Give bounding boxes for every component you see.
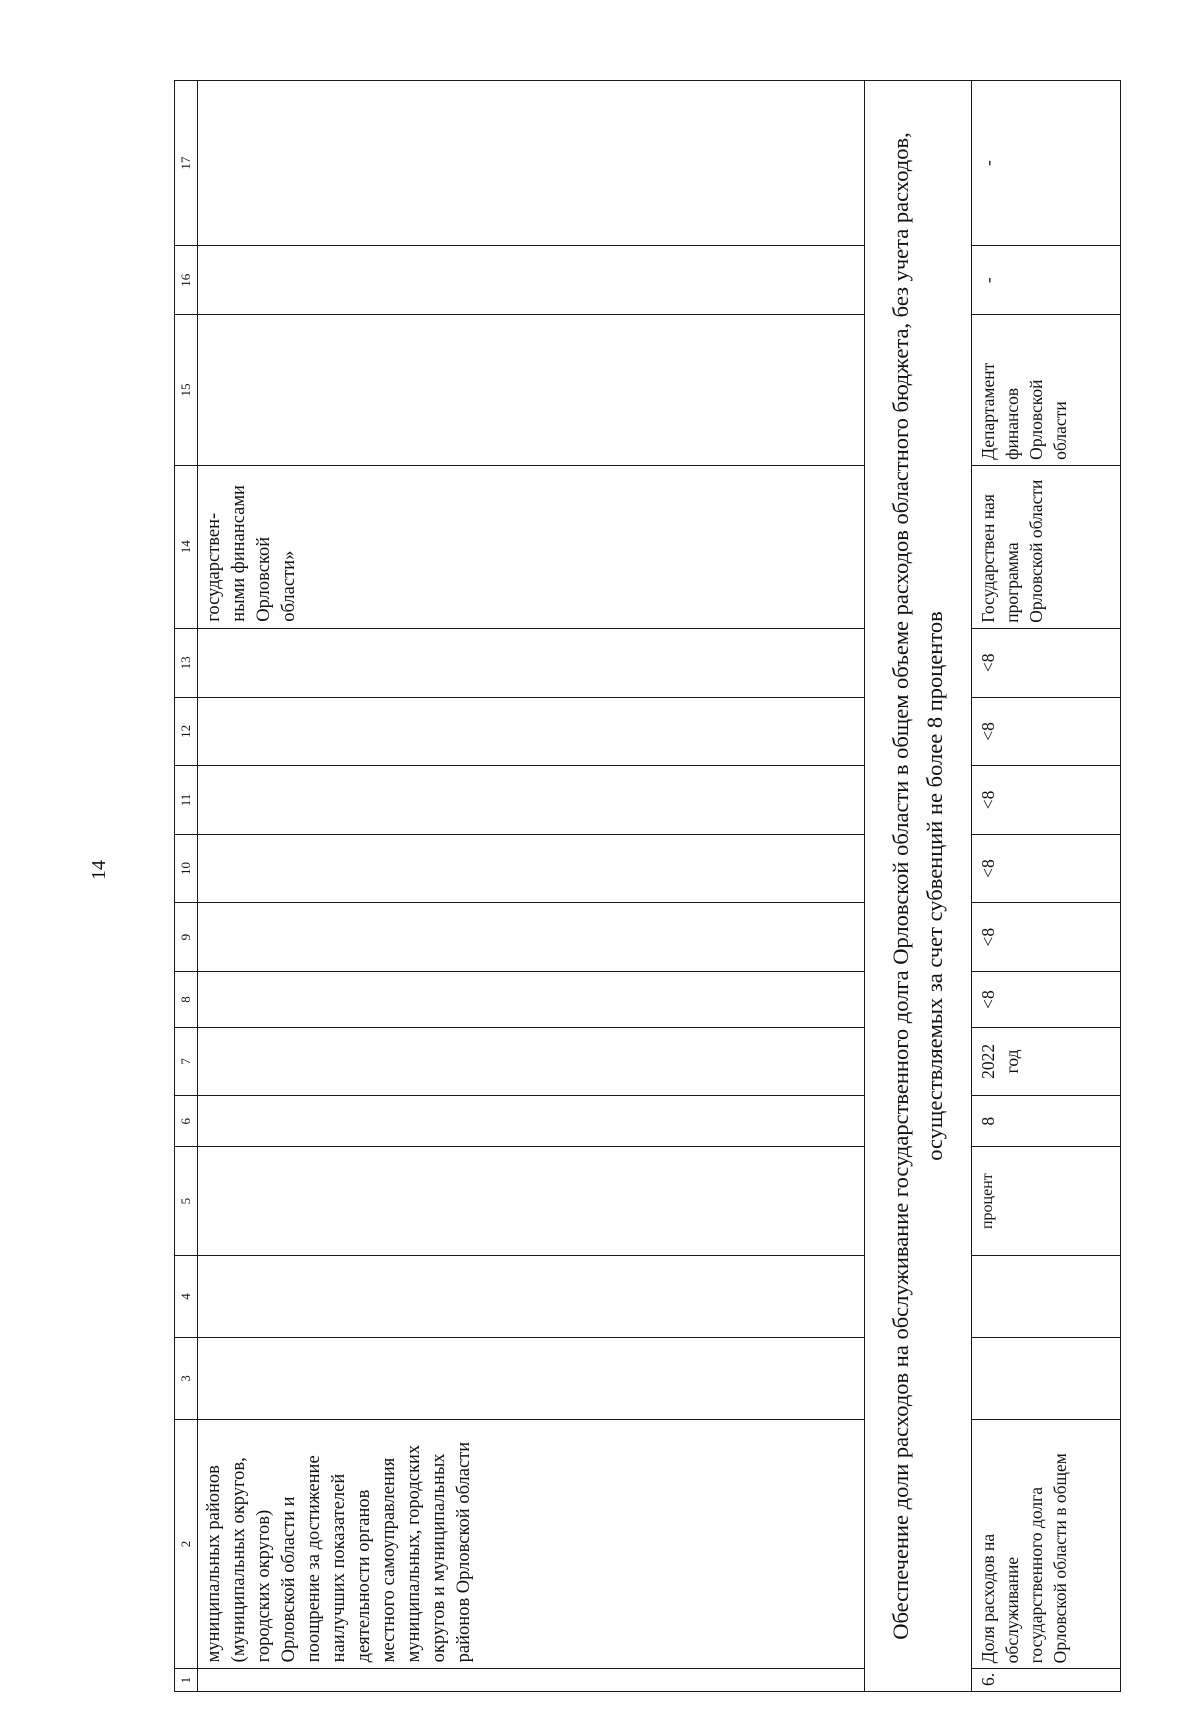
header-cell: 14 bbox=[175, 465, 198, 628]
table-cell: - bbox=[972, 81, 1121, 246]
table-row bbox=[972, 81, 1121, 1692]
table-cell bbox=[198, 1147, 865, 1255]
header-cell: 10 bbox=[175, 835, 198, 903]
table-cell bbox=[972, 1338, 1121, 1419]
table-cell bbox=[198, 1255, 865, 1338]
header-row bbox=[175, 81, 198, 1692]
table-cell bbox=[198, 628, 865, 697]
table-cell bbox=[198, 1669, 865, 1692]
header-cell: 8 bbox=[175, 972, 198, 1028]
table-cell bbox=[198, 1095, 865, 1147]
header-cell: 3 bbox=[175, 1338, 198, 1419]
value-cell: <8 bbox=[972, 765, 1121, 834]
header-cell: 7 bbox=[175, 1027, 198, 1095]
table-cell bbox=[198, 81, 865, 246]
header-cell: 16 bbox=[175, 246, 198, 315]
table-cell bbox=[198, 1027, 865, 1095]
table-cell bbox=[198, 1338, 865, 1419]
header-cell: 11 bbox=[175, 765, 198, 834]
header-cell: 2 bbox=[175, 1419, 198, 1669]
continuation-row bbox=[198, 81, 865, 1692]
table-cell bbox=[198, 835, 865, 903]
section-heading-row bbox=[865, 81, 972, 1692]
unit-cell: процент bbox=[972, 1147, 1121, 1255]
program-name-continued: государствен-ными финансами Орловской области» bbox=[204, 485, 299, 622]
table-cell bbox=[198, 903, 865, 972]
page-number: 14 bbox=[88, 860, 110, 880]
header-cell: 13 bbox=[175, 628, 198, 697]
responsible-cell: Департамент финансов Орловской области bbox=[972, 315, 1121, 466]
header-cell: 6 bbox=[175, 1095, 198, 1147]
header-cell: 4 bbox=[175, 1255, 198, 1338]
table-cell bbox=[198, 246, 865, 315]
program-cell: Государствен ная программа Орловской области bbox=[972, 465, 1121, 628]
table-cell bbox=[972, 1255, 1121, 1338]
header-cell: 17 bbox=[175, 81, 198, 246]
indicator-table bbox=[174, 80, 1121, 1692]
header-cell: 1 bbox=[175, 1669, 198, 1692]
table-cell bbox=[198, 315, 865, 466]
row-number: 6. bbox=[972, 1669, 1121, 1692]
indicator-name: Доля расходов на обслуживание государственного долга Орловской области в общем bbox=[972, 1419, 1121, 1669]
table-cell bbox=[198, 465, 865, 628]
base-year-cell: 2022 год bbox=[972, 1027, 1121, 1095]
table-cell bbox=[198, 1419, 865, 1669]
base-value-cell: 8 bbox=[972, 1095, 1121, 1147]
value-cell: <8 bbox=[972, 628, 1121, 697]
table-cell bbox=[198, 697, 865, 765]
table-cell bbox=[198, 765, 865, 834]
indicator-name-continued: муниципальных районов (муниципальных округов, городских округов) Орловской области и поощрение за достижение наилучших показателей деятельности органов местного самоуправления муниципальных, городских округов и муниципальных районов Орловской области bbox=[204, 1441, 474, 1663]
rotated-table-container bbox=[174, 80, 1102, 1692]
header-cell: 9 bbox=[175, 903, 198, 972]
table-cell bbox=[198, 972, 865, 1028]
value-cell: <8 bbox=[972, 835, 1121, 903]
header-cell: 12 bbox=[175, 697, 198, 765]
header-cell: 15 bbox=[175, 315, 198, 466]
value-cell: <8 bbox=[972, 697, 1121, 765]
value-cell: <8 bbox=[972, 972, 1121, 1028]
value-cell: <8 bbox=[972, 903, 1121, 972]
header-cell: 5 bbox=[175, 1147, 198, 1255]
section-heading: Обеспечение доли расходов на обслуживание государственного долга Орловской области в общем объеме расходов областного бюджета, без учета расходов, осуществляемых за счет субвенций не более 8 процентов bbox=[865, 81, 972, 1692]
table-cell: - bbox=[972, 246, 1121, 315]
